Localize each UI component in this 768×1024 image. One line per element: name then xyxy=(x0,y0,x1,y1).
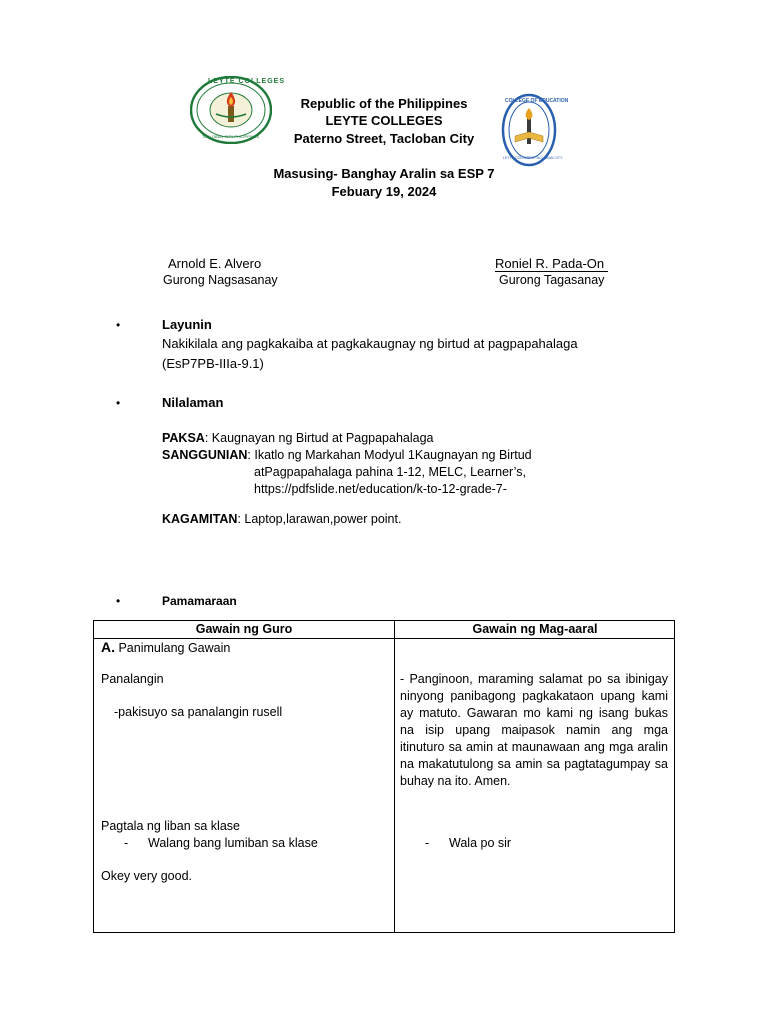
section-letter: A. xyxy=(101,639,115,655)
pamamaraan-heading: Pamamaraan xyxy=(162,594,237,608)
bullet-icon: • xyxy=(116,318,121,332)
student-teacher-role: Gurong Nagsasanay xyxy=(163,273,278,287)
document-date: Febuary 19, 2024 xyxy=(331,184,437,199)
header-line-address: Paterno Street, Tacloban City xyxy=(293,131,475,146)
section-title: Panimulang Gawain xyxy=(115,641,231,655)
paksa-row xyxy=(162,431,434,445)
sanggunian-label: SANGGUNIAN xyxy=(162,448,248,462)
seal-lettering: LEYTE COLLEGES xyxy=(208,78,286,85)
cooperating-teacher-name: Roniel R. Pada-On xyxy=(495,256,608,272)
pagtala-label: Pagtala ng liban sa klase xyxy=(101,819,240,833)
student-teacher-name: Arnold E. Alvero xyxy=(168,256,262,271)
nilalaman-heading: Nilalaman xyxy=(162,395,224,410)
dash-marker: - xyxy=(425,836,430,850)
sanggunian-row xyxy=(162,448,532,462)
header-line-republic: Republic of the Philippines xyxy=(300,96,468,111)
kagamitan-label: KAGAMITAN xyxy=(162,512,238,526)
layunin-heading: Layunin xyxy=(162,317,212,332)
sanggunian-line-1: : Ikatlo ng Markahan Modyul 1Kaugnayan ng Birtud xyxy=(247,448,532,462)
panalangin-label: Panalangin xyxy=(101,672,164,686)
header-line-school: LEYTE COLLEGES xyxy=(325,113,443,128)
cooperating-teacher-role: Gurong Tagasanay xyxy=(499,273,605,287)
layunin-text: Nakikilala ang pagkakaiba at pagkakaugnay ng birtud at pagpapahalaga xyxy=(162,336,578,351)
table-column-divider xyxy=(394,621,395,932)
pakisuyo-text: -pakisuyo sa panalangin rusell xyxy=(114,705,283,719)
seal-sub-lettering: TACLOBAN CITY PHILIPPINES xyxy=(202,134,260,139)
sanggunian-line-3: https://pdfslide.net/education/k-to-12-grade-7- xyxy=(254,482,507,496)
document-title: Masusing- Banghay Aralin sa ESP 7 xyxy=(273,166,495,181)
layunin-code: (EsP7PB-IIIa-9.1) xyxy=(162,356,264,371)
seal-sub-lettering: LEYTE COLLEGES TACLOBAN CITY xyxy=(503,156,563,160)
wala-po-text: Wala po sir xyxy=(449,836,512,850)
sanggunian-line-2: atPagpapahalaga pahina 1-12, MELC, Learner’s, xyxy=(254,465,526,479)
section-heading xyxy=(101,639,230,657)
kagamitan-value: : Laptop,larawan,power point. xyxy=(237,512,402,526)
kagamitan-row xyxy=(162,512,401,526)
walang-bang-text: Walang bang lumiban sa klase xyxy=(148,836,318,850)
prayer-text: - Panginoon, maraming salamat po sa ibinigay ninyong panibagong pagkakataon upang kami ay matuto. Gawaran mo kami ng isang bukas na isip upang maipasok namin ang mga itinuturo sa amin at maunawaan ang mga aralin na makatutulong sa amin sa pagtatagumpay sa buhay na ito. Amen. xyxy=(400,672,668,788)
paksa-value: : Kaugnayan ng Birtud at Pagpapahalaga xyxy=(204,431,434,445)
table-header-mag-aaral: Gawain ng Mag-aaral xyxy=(472,622,598,636)
table-header-guro: Gawain ng Guro xyxy=(195,622,293,636)
seal-lettering: COLLEGE OF EDUCATION xyxy=(505,98,569,104)
bullet-icon: • xyxy=(116,396,121,410)
dash-marker: - xyxy=(124,836,129,850)
okey-text: Okey very good. xyxy=(101,869,193,883)
lesson-procedure-table xyxy=(93,620,675,933)
bullet-icon: • xyxy=(116,594,121,608)
paksa-label: PAKSA xyxy=(162,431,205,445)
